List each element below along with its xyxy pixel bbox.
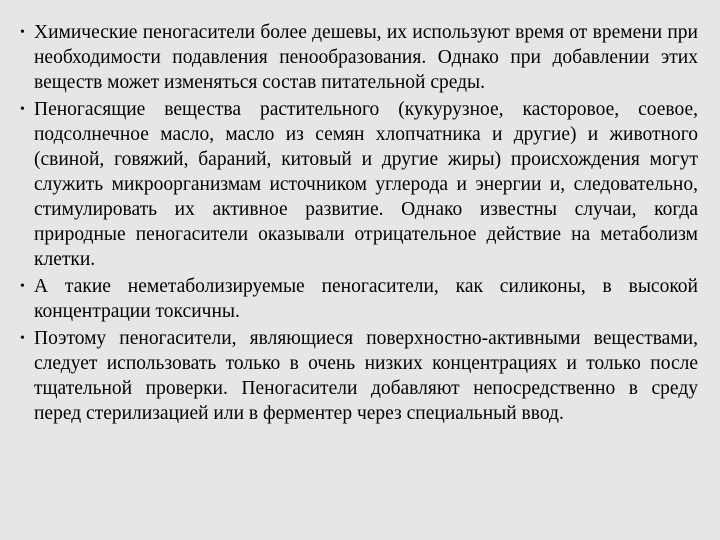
bullet-item — [20, 326, 698, 426]
bullet-icon: • — [20, 331, 25, 346]
bullet-text: Химические пеногасители более дешевы, их используют время от времени при необходимости подавления пенообразования. Однако при добавлении этих веществ может изменяться состав питательной среды. — [34, 22, 698, 93]
bullet-text: Поэтому пеногасители, являющиеся поверхностно-активными веществами, следует использовать только в очень низких концентрациях и только после тщательной проверки. Пеногасители добавляют непосредственно в среду перед стерилизацией или в ферментер через специальный ввод. — [34, 328, 698, 424]
bullet-item — [20, 20, 698, 95]
bullet-icon: • — [20, 25, 25, 40]
bullet-item — [20, 274, 698, 324]
bullet-list — [20, 20, 698, 428]
bullet-text: Пеногасящие вещества растительного (кукурузное, касторовое, соевое, подсолнечное масло, масло из семян хлопчатника и другие) и животного (свиной, говяжий, бараний, китовый и другие жиры) происхождения могут служить микроорганизмам источником углерода и энергии и, следовательно, стимулировать их активное развитие. Однако известны случаи, когда природные пеногасители оказывали отрицательное действие на метаболизм клетки. — [34, 99, 698, 270]
bullet-icon: • — [20, 279, 25, 294]
bullet-text: А такие неметаболизируемые пеногасители, как силиконы, в высокой концентрации токсичны. — [34, 276, 698, 322]
bullet-item — [20, 97, 698, 272]
bullet-icon: • — [20, 102, 25, 117]
